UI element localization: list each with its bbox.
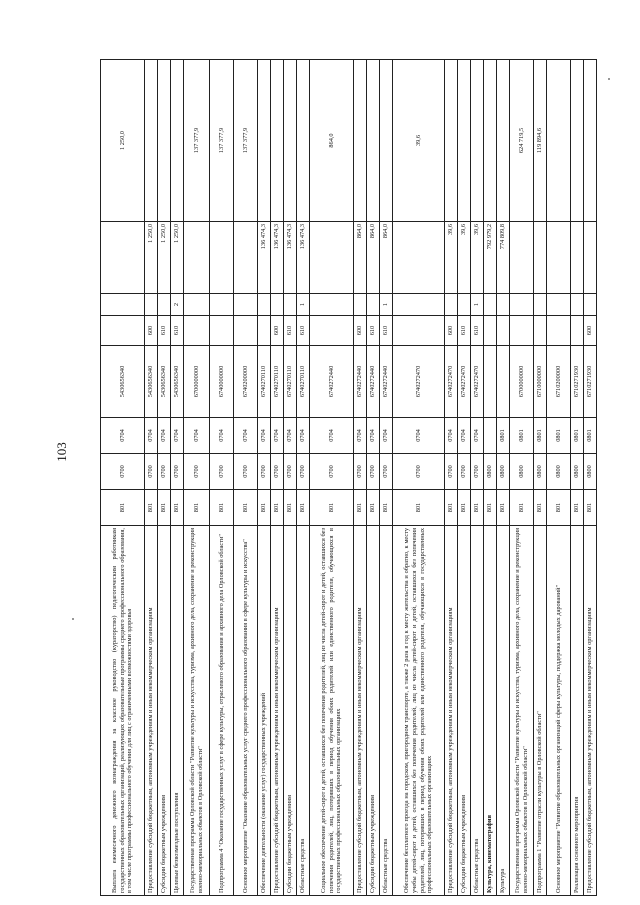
cell-amount [584, 222, 597, 294]
cell-grbs: 801 [445, 490, 458, 526]
cell-amount [310, 222, 354, 294]
table-row [547, 60, 571, 896]
cell-target-article: 6740272470 [458, 346, 471, 418]
cell-grbs: 801 [297, 490, 310, 526]
cell-name: Предоставление субсидий бюджетным, автономным учреждениям и иным некоммерческим организациям [145, 526, 158, 896]
cell-podrazdel: 0704 [471, 418, 484, 454]
cell-name: Основное мероприятие "Оказание образовательных услуг среднего профессионального образования в сфере культуры и искусства" [234, 526, 258, 896]
cell-total [571, 60, 584, 222]
cell-grbs: 801 [271, 490, 284, 526]
cell-total: 1 250,0 [101, 60, 145, 222]
cell-grbs: 801 [101, 490, 145, 526]
cell-amount: 39,6 [445, 222, 458, 294]
cell-expense-type: 600 [354, 316, 367, 346]
cell-grbs: 801 [584, 490, 597, 526]
cell-total [284, 60, 297, 222]
cell-razdel: 0700 [380, 454, 393, 490]
cell-podrazdel: 0704 [210, 418, 234, 454]
cell-podrazdel: 0801 [534, 418, 547, 454]
cell-grbs: 801 [184, 490, 210, 526]
cell-amount: 39,6 [471, 222, 484, 294]
cell-total [458, 60, 471, 222]
cell-razdel: 0700 [171, 454, 184, 490]
cell-target-article: 6740272440 [380, 346, 393, 418]
cell-razdel: 0700 [458, 454, 471, 490]
cell-name: Выплата ежемесячного денежного вознаграждения за классное руководство (кураторство) педагогическим работникам государственных образовательных организаций, реализующих образовательные программы среднего профессионального образования, в том числе программы профессионального обучения для лиц с ограниченными возможностями здоровья [101, 526, 145, 896]
budget-table-body [101, 60, 597, 896]
cell-grbs: 801 [471, 490, 484, 526]
cell-total [471, 60, 484, 222]
cell-podrazdel: 0704 [184, 418, 210, 454]
cell-target-article: 6740272440 [354, 346, 367, 418]
cell-source-code [458, 294, 471, 316]
cell-podrazdel: 0801 [571, 418, 584, 454]
cell-name: Субсидии бюджетным учреждениям [367, 526, 380, 896]
cell-source-code: 1 [380, 294, 393, 316]
cell-target-article: 5430656340 [101, 346, 145, 418]
cell-grbs: 801 [158, 490, 171, 526]
cell-razdel: 0700 [234, 454, 258, 490]
table-row [271, 60, 284, 896]
cell-target-article: 6740272440 [367, 346, 380, 418]
cell-podrazdel: 0704 [145, 418, 158, 454]
cell-podrazdel: 0704 [171, 418, 184, 454]
table-row [393, 60, 445, 896]
cell-name: Целевые безвозмездные поступления [171, 526, 184, 896]
cell-razdel: 0800 [547, 454, 571, 490]
cell-expense-type [310, 316, 354, 346]
cell-grbs: 801 [234, 490, 258, 526]
cell-source-code [367, 294, 380, 316]
table-row [445, 60, 458, 896]
cell-grbs: 801 [380, 490, 393, 526]
cell-podrazdel: 0704 [297, 418, 310, 454]
cell-razdel: 0700 [158, 454, 171, 490]
table-row [484, 60, 497, 896]
cell-amount: 864,0 [354, 222, 367, 294]
cell-razdel: 0700 [367, 454, 380, 490]
cell-source-code [284, 294, 297, 316]
cell-source-code [145, 294, 158, 316]
cell-grbs: 801 [497, 490, 510, 526]
cell-podrazdel: 0704 [284, 418, 297, 454]
cell-expense-type [547, 316, 571, 346]
cell-razdel: 0800 [497, 454, 510, 490]
cell-amount: 1 250,0 [158, 222, 171, 294]
table-row [297, 60, 310, 896]
cell-target-article: 6710200000 [547, 346, 571, 418]
cell-grbs: 801 [258, 490, 271, 526]
cell-podrazdel: 0704 [380, 418, 393, 454]
cell-amount [101, 222, 145, 294]
table-row [510, 60, 534, 896]
budget-table [100, 59, 597, 896]
cell-source-code [445, 294, 458, 316]
cell-expense-type: 610 [171, 316, 184, 346]
cell-source-code: 2 [171, 294, 184, 316]
cell-name: Культура [497, 526, 510, 896]
cell-grbs: 801 [210, 490, 234, 526]
cell-razdel: 0700 [297, 454, 310, 490]
cell-grbs: 801 [367, 490, 380, 526]
table-row [584, 60, 597, 896]
cell-name: Государственная программа Орловской области "Развитие культуры и искусства, туризма, архивного дела, сохранение и реконструкция военно-мемориальных объектов в Орловской области" [510, 526, 534, 896]
cell-name: Предоставление субсидий бюджетным, автономным учреждениям и иным некоммерческим организациям [354, 526, 367, 896]
cell-total [367, 60, 380, 222]
cell-total [171, 60, 184, 222]
cell-expense-type: 600 [271, 316, 284, 346]
cell-name: Социальное обеспечение детей-сирот и детей, оставшихся без попечения родителей, лиц из числа детей-сирот и детей, оставшихся без попечения родителей, лиц, потерявших в период обучения обоих родителей или единственного родителя, обучающихся в государственных профессиональных образовательных организациях [310, 526, 354, 896]
cell-razdel: 0700 [471, 454, 484, 490]
cell-total: 137 377,9 [234, 60, 258, 222]
cell-name: Областные средства [471, 526, 484, 896]
cell-target-article: 6740270110 [271, 346, 284, 418]
cell-target-article: 6740272440 [310, 346, 354, 418]
cell-amount [571, 222, 584, 294]
cell-podrazdel: 0704 [234, 418, 258, 454]
cell-podrazdel: 0704 [354, 418, 367, 454]
cell-grbs: 801 [484, 490, 497, 526]
budget-table-frame [100, 60, 594, 896]
cell-total [547, 60, 571, 222]
cell-total [145, 60, 158, 222]
cell-total [158, 60, 171, 222]
cell-grbs: 801 [145, 490, 158, 526]
cell-podrazdel: 0801 [584, 418, 597, 454]
cell-source-code [354, 294, 367, 316]
cell-source-code [534, 294, 547, 316]
cell-total: 624 719,5 [510, 60, 534, 222]
cell-source-code [210, 294, 234, 316]
cell-podrazdel: 0704 [101, 418, 145, 454]
rotated-table-container [100, 60, 594, 896]
cell-grbs: 801 [510, 490, 534, 526]
cell-total [258, 60, 271, 222]
cell-expense-type: 610 [367, 316, 380, 346]
cell-grbs: 801 [547, 490, 571, 526]
cell-razdel: 0700 [310, 454, 354, 490]
cell-name: Субсидии бюджетным учреждениям [158, 526, 171, 896]
cell-name: Предоставление субсидий бюджетным, автономным учреждениям и иным некоммерческим организациям [271, 526, 284, 896]
cell-total [271, 60, 284, 222]
cell-amount [210, 222, 234, 294]
cell-podrazdel: 0704 [158, 418, 171, 454]
cell-razdel: 0800 [571, 454, 584, 490]
table-row [367, 60, 380, 896]
cell-source-code [184, 294, 210, 316]
cell-expense-type [497, 316, 510, 346]
cell-amount: 136 474,3 [258, 222, 271, 294]
cell-podrazdel: 0704 [367, 418, 380, 454]
cell-source-code [258, 294, 271, 316]
cell-razdel: 0800 [484, 454, 497, 490]
cell-grbs: 801 [458, 490, 471, 526]
cell-podrazdel: 0801 [510, 418, 534, 454]
cell-grbs: 801 [534, 490, 547, 526]
cell-expense-type [510, 316, 534, 346]
cell-podrazdel: 0704 [393, 418, 445, 454]
cell-podrazdel: 0704 [458, 418, 471, 454]
cell-expense-type [484, 316, 497, 346]
cell-podrazdel: 0801 [547, 418, 571, 454]
cell-expense-type [234, 316, 258, 346]
cell-total [380, 60, 393, 222]
cell-target-article [484, 346, 497, 418]
cell-target-article: 6740000000 [210, 346, 234, 418]
cell-expense-type [258, 316, 271, 346]
cell-target-article: 6710271930 [571, 346, 584, 418]
cell-amount: 1 250,0 [145, 222, 158, 294]
cell-name: Государственная программа Орловской области "Развитие культуры и искусства, туризма, архивного дела, сохранение и реконструкция военно-мемориальных объектов в Орловской области" [184, 526, 210, 896]
cell-target-article: 5430656340 [145, 346, 158, 418]
cell-name: Предоставление субсидий бюджетным, автономным учреждениям и иным некоммерческим организациям [445, 526, 458, 896]
cell-total: 119 894,6 [534, 60, 547, 222]
cell-total [297, 60, 310, 222]
cell-total: 137 377,9 [184, 60, 210, 222]
table-row [234, 60, 258, 896]
cell-podrazdel: 0801 [497, 418, 510, 454]
cell-grbs: 801 [354, 490, 367, 526]
cell-amount: 136 474,3 [297, 222, 310, 294]
table-row [210, 60, 234, 896]
cell-name: Подпрограмма 4 "Оказание государственных услуг в сфере культуры, отраслевого образования и архивного дела Орловской области" [210, 526, 234, 896]
cell-amount [393, 222, 445, 294]
cell-razdel: 0700 [354, 454, 367, 490]
table-row [184, 60, 210, 896]
cell-name: Обеспечение деятельности (оказание услуг) государственных учреждений [258, 526, 271, 896]
cell-target-article: 5430656340 [158, 346, 171, 418]
cell-amount: 864,0 [380, 222, 393, 294]
cell-amount: 136 474,3 [284, 222, 297, 294]
cell-amount [184, 222, 210, 294]
cell-name: Областные средства [297, 526, 310, 896]
cell-expense-type [101, 316, 145, 346]
cell-grbs: 801 [393, 490, 445, 526]
cell-name: Предоставление субсидий бюджетным, автономным учреждениям и иным некоммерческим организациям [584, 526, 597, 896]
cell-expense-type: 610 [380, 316, 393, 346]
cell-source-code: 1 [471, 294, 484, 316]
cell-name: Субсидии бюджетным учреждениям [458, 526, 471, 896]
table-row [471, 60, 484, 896]
table-row [158, 60, 171, 896]
cell-target-article [497, 346, 510, 418]
cell-source-code [584, 294, 597, 316]
table-row [534, 60, 547, 896]
cell-total: 137 377,9 [210, 60, 234, 222]
table-row [258, 60, 271, 896]
cell-razdel: 0800 [510, 454, 534, 490]
cell-source-code [101, 294, 145, 316]
cell-source-code [271, 294, 284, 316]
cell-target-article: 6740270110 [297, 346, 310, 418]
cell-name: Подпрограмма 1 "Развитие отрасли культуры в Орловской области" [534, 526, 547, 896]
cell-podrazdel: 0704 [445, 418, 458, 454]
cell-target-article: 6740272470 [445, 346, 458, 418]
cell-expense-type: 610 [297, 316, 310, 346]
table-row [458, 60, 471, 896]
scan-speck [72, 618, 74, 620]
table-row [284, 60, 297, 896]
cell-source-code [158, 294, 171, 316]
cell-target-article: 6740272470 [393, 346, 445, 418]
cell-target-article: 6740272470 [471, 346, 484, 418]
cell-name: Областные средства [380, 526, 393, 896]
cell-podrazdel [484, 418, 497, 454]
scan-speck [608, 78, 610, 80]
cell-razdel: 0700 [271, 454, 284, 490]
cell-name: Реализация основного мероприятия [571, 526, 584, 896]
cell-total: 864,0 [310, 60, 354, 222]
table-row [145, 60, 158, 896]
table-row [310, 60, 354, 896]
cell-razdel: 0800 [584, 454, 597, 490]
cell-source-code [234, 294, 258, 316]
cell-source-code [510, 294, 534, 316]
cell-amount [234, 222, 258, 294]
table-row [354, 60, 367, 896]
cell-amount: 792 979,2 [484, 222, 497, 294]
cell-total: 39,6 [393, 60, 445, 222]
cell-grbs: 801 [284, 490, 297, 526]
cell-source-code [393, 294, 445, 316]
cell-name: Основное мероприятие "Развитие образовательных организаций сферы культуры, поддержка молодых дарований" [547, 526, 571, 896]
cell-expense-type: 600 [145, 316, 158, 346]
cell-total [497, 60, 510, 222]
cell-target-article: 6710271930 [584, 346, 597, 418]
cell-razdel: 0700 [284, 454, 297, 490]
cell-podrazdel: 0704 [310, 418, 354, 454]
table-row [171, 60, 184, 896]
cell-expense-type: 610 [471, 316, 484, 346]
cell-source-code [571, 294, 584, 316]
cell-grbs: 801 [171, 490, 184, 526]
cell-name: Обеспечение бесплатного проезда на городском, пригородном транспорте, а также 2 раза в год к месту жительства и обратно, к месту учебы детей-сирот и детей, оставшихся без попечения родителей, лиц из числа детей-сирот и детей, оставшихся без попечения родителей, лиц, потерявших в период обучения обоих родителей или единственного родителя, обучающихся в государственных профессиональных образовательных организациях [393, 526, 445, 896]
cell-target-article: 6740270110 [258, 346, 271, 418]
cell-expense-type: 610 [284, 316, 297, 346]
table-row [101, 60, 145, 896]
cell-total [445, 60, 458, 222]
table-row [497, 60, 510, 896]
cell-razdel: 0700 [101, 454, 145, 490]
cell-razdel: 0700 [445, 454, 458, 490]
cell-razdel: 0700 [184, 454, 210, 490]
table-row [571, 60, 584, 896]
cell-amount: 39,6 [458, 222, 471, 294]
cell-razdel: 0700 [145, 454, 158, 490]
cell-amount [534, 222, 547, 294]
cell-podrazdel: 0704 [258, 418, 271, 454]
table-row [380, 60, 393, 896]
cell-source-code: 1 [297, 294, 310, 316]
cell-total [584, 60, 597, 222]
page-number: 103 [54, 442, 69, 462]
cell-source-code [497, 294, 510, 316]
cell-razdel: 0800 [534, 454, 547, 490]
cell-expense-type: 610 [458, 316, 471, 346]
cell-amount: 774 809,8 [497, 222, 510, 294]
cell-amount: 1 250,0 [171, 222, 184, 294]
cell-amount: 136 474,3 [271, 222, 284, 294]
cell-target-article: 6710000000 [534, 346, 547, 418]
cell-grbs: 801 [571, 490, 584, 526]
cell-expense-type [534, 316, 547, 346]
cell-razdel: 0700 [210, 454, 234, 490]
cell-target-article: 6700000000 [184, 346, 210, 418]
cell-target-article: 6740200000 [234, 346, 258, 418]
cell-expense-type [571, 316, 584, 346]
cell-expense-type: 600 [445, 316, 458, 346]
cell-source-code [484, 294, 497, 316]
cell-name: Культура, кинематография [484, 526, 497, 896]
cell-name: Субсидии бюджетным учреждениям [284, 526, 297, 896]
cell-amount [510, 222, 534, 294]
cell-target-article: 6740270110 [284, 346, 297, 418]
cell-target-article: 5430656340 [171, 346, 184, 418]
cell-expense-type: 610 [158, 316, 171, 346]
cell-podrazdel: 0704 [271, 418, 284, 454]
cell-expense-type: 600 [584, 316, 597, 346]
cell-total [354, 60, 367, 222]
cell-razdel: 0700 [258, 454, 271, 490]
cell-expense-type [184, 316, 210, 346]
cell-grbs: 801 [310, 490, 354, 526]
cell-source-code [547, 294, 571, 316]
cell-total [484, 60, 497, 222]
cell-expense-type [210, 316, 234, 346]
cell-amount [547, 222, 571, 294]
cell-target-article: 6700000000 [510, 346, 534, 418]
cell-expense-type [393, 316, 445, 346]
cell-razdel: 0700 [393, 454, 445, 490]
cell-amount: 864,0 [367, 222, 380, 294]
cell-source-code [310, 294, 354, 316]
